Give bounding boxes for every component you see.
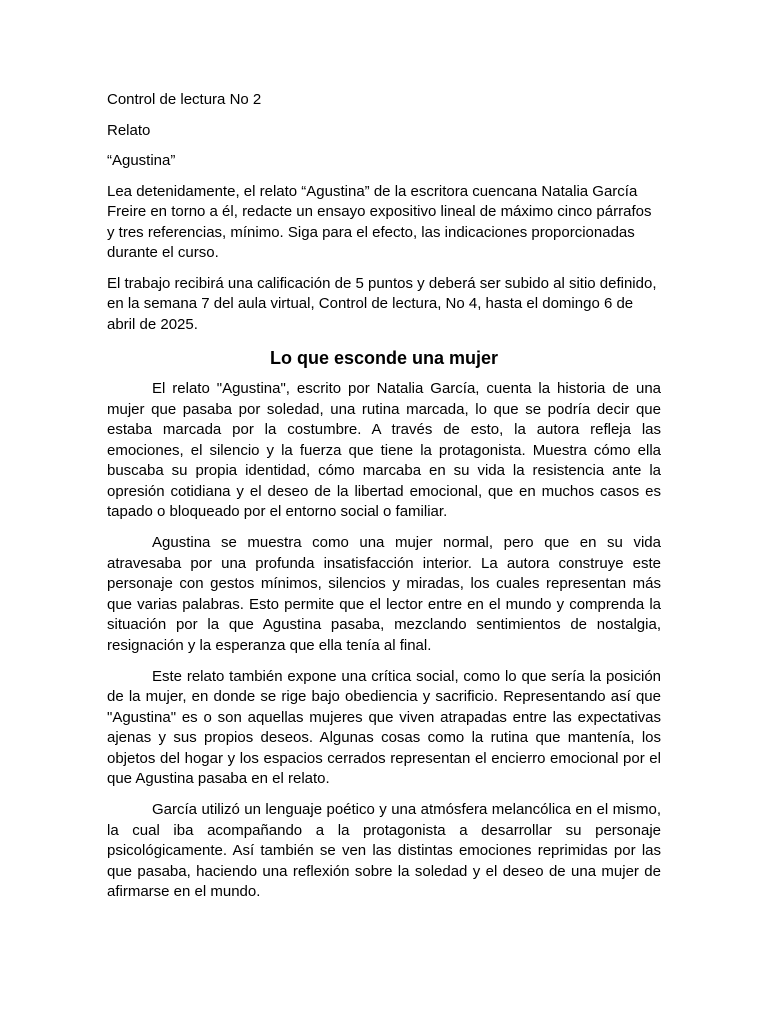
document-page bbox=[107, 90, 661, 913]
essay-paragraph: Este relato también expone una crítica social, como lo que sería la posición de la mujer, en donde se rige bajo obediencia y sacrificio. Representando así que "Agustina" es o son aquellas mujeres que viven atrapadas entre las expectativas ajenas y sus propios deseos. Algunas cosas como la rutina que mantenía, los objetos del hogar y los espacios cerrados representan el encierro emocional por el que Agustina pasaba en el relato. bbox=[107, 667, 661, 787]
control-heading: Control de lectura No 2 bbox=[107, 91, 262, 108]
genre-label: Relato bbox=[107, 121, 151, 139]
essay-paragraph: Agustina se muestra como una mujer normal, pero que en su vida atravesaba por una profunda insatisfacción interior. La autora construye este personaje con gestos mínimos, silencios y miradas, los cuales representan más que varias palabras. Esto permite que el lector entre en el mundo y comprenda la situación por la que Agustina pasaba, mezclando sentimientos de nostalgia, resignación y la esperanza que ella tenía al final. bbox=[107, 534, 661, 654]
essay-paragraph: El relato "Agustina", escrito por Natalia García, cuenta la historia de una mujer que pasaba por soledad, una rutina marcada, lo que se podría decir que estaba marcada por la costumbre. A través de esto, la autora refleja las emociones, el silencio y la fuerza que tiene la protagonista. Muestra cómo ella buscaba su propia identidad, cómo marcaba en su vida la resistencia ante la opresión cotidiana y el deseo de la libertad emocional, que en muchos casos es tapado o bloqueado por el entorno social o familiar. bbox=[107, 380, 661, 520]
essay-paragraph: García utilizó un lenguaje poético y una atmósfera melancólica en el mismo, la cual iba acompañando a la protagonista a desarrollar su personaje psicológicamente. Así también se ven las distintas emociones reprimidas por las que pasaba, haciendo una reflexión sobre la soledad y el deseo de una mujer de afirmarse en el mundo. bbox=[107, 801, 661, 900]
instruction-paragraph: El trabajo recibirá una calificación de 5 puntos y deberá ser subido al sitio definido, en la semana 7 del aula virtual, Control de lectura, No 4, hasta el domingo 6 de abril de 2025. bbox=[107, 274, 657, 333]
essay-title: Lo que esconde una mujer bbox=[269, 348, 499, 368]
story-title: “Agustina” bbox=[107, 152, 176, 169]
instructions bbox=[107, 182, 661, 336]
instruction-paragraph: Lea detenidamente, el relato “Agustina” de la escritora cuencana Natalia García Freire en torno a él, redacte un ensayo expositivo lineal de máximo cinco párrafos y tres referencias, mínimo. Siga para el efecto, las indicaciones proporcionadas durante el curso. bbox=[107, 182, 652, 261]
essay-body bbox=[107, 379, 661, 903]
